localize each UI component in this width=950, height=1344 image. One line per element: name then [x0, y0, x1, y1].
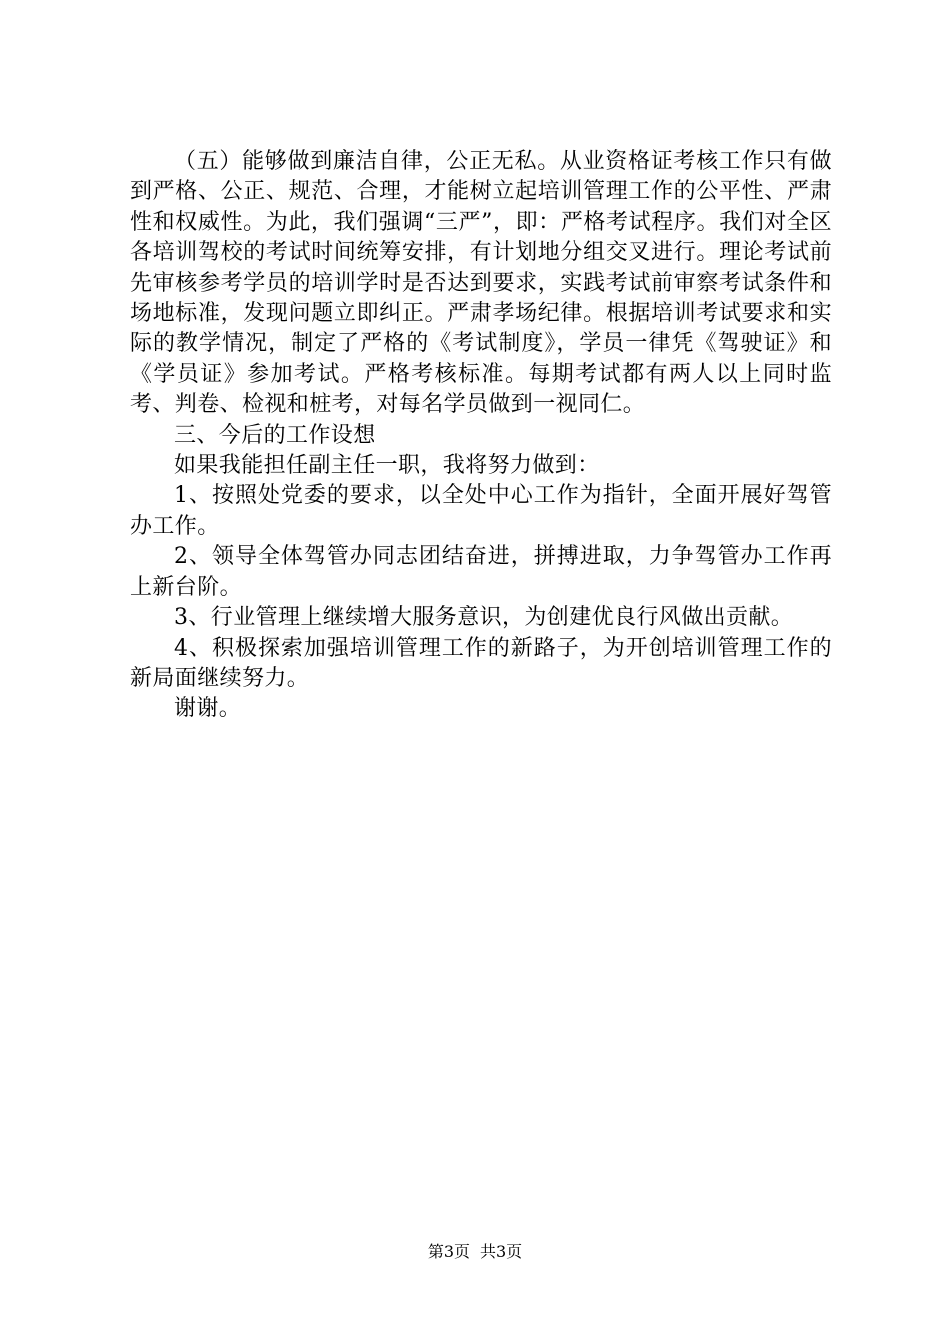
list-item-1: 1、按照处党委的要求，以全处中心工作为指针，全面开展好驾管办工作。 [130, 483, 832, 539]
section-heading-future-plans: 三、今后的工作设想 [174, 422, 376, 448]
paragraph-commitment-intro: 如果我能担任副主任一职，我将努力做到： [174, 453, 600, 479]
list-item-3: 3、行业管理上继续增大服务意识，为创建优良行风做出贡献。 [174, 605, 794, 631]
paragraph-exam-integrity: （五）能够做到廉洁自律，公正无私。从业资格证考核工作只有做到严格、公正、规范、合理，才能树立起培训管理工作的公平性、严肃性和权威性。为此，我们强调“三严”，即：严格考试程序。我们对全区各培训驾校的考试时间统筹安排，有计划地分组交叉进行。理论考试前先审核参考学员的培训学时是否达到要求，实践考试前审察考试条件和场地标准，发现问题立即纠正。严肃孝场纪律。根据培训考试要求和实际的教学情况，制定了严格的《考试制度》，学员一律凭《驾驶证》和《学员证》参加考试。严格考核标准。每期考试都有两人以上同时监考、判卷、检视和桩考，对每名学员做到一视同仁。 [130, 149, 832, 418]
closing-thanks: 谢谢。 [174, 696, 242, 722]
list-item-2: 2、领导全体驾管办同志团结奋进，拼搏进取，力争驾管办工作再上新台阶。 [130, 544, 832, 600]
page-number: 第3页 [427, 1242, 470, 1261]
document-body [130, 147, 832, 725]
page-total: 共3页 [480, 1242, 523, 1261]
list-item-4: 4、积极探索加强培训管理工作的新路子，为开创培训管理工作的新局面继续努力。 [130, 635, 832, 691]
page-footer [0, 1242, 950, 1262]
